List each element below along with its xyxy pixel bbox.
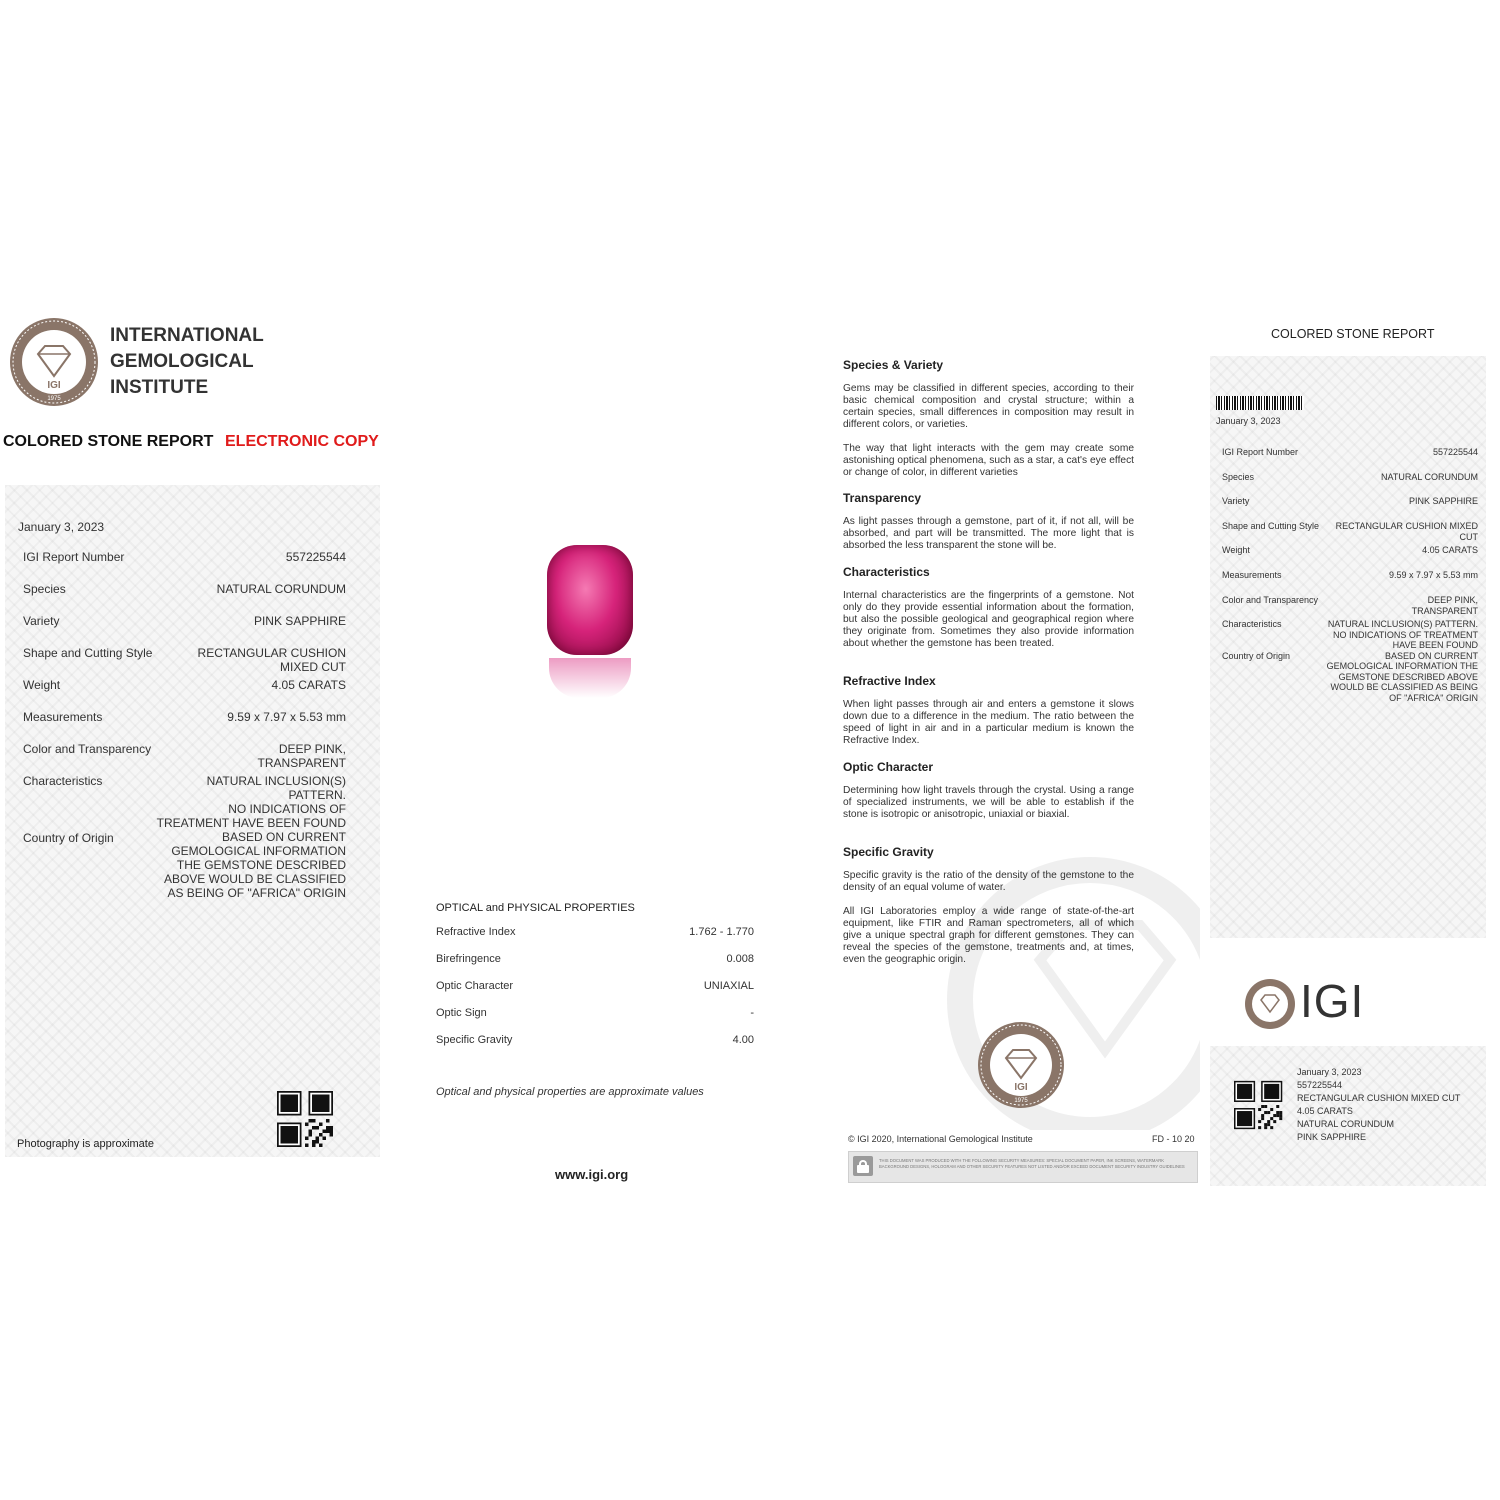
right-field-value: NATURAL INCLUSION(S) PATTERN. NO INDICATIONS OF TREATMENT HAVE BEEN FOUND BASED ON CURRENT GEMOLOGICAL INFORMATION THE GEMSTONE DESCRIBED ABOVE WOULD BE CLASSIFIED AS BEING OF "AFRICA" ORIGIN — [1326, 619, 1478, 703]
stub-line: January 3, 2023 — [1297, 1067, 1362, 1077]
right-field-label: Color and Transparency — [1222, 595, 1319, 605]
qr-code[interactable] — [277, 1091, 335, 1147]
report-field-label: Species — [23, 582, 66, 596]
igi-logo — [1244, 975, 1384, 1032]
optical-note: Optical and physical properties are approximate values — [436, 1086, 704, 1098]
website-link[interactable]: www.igi.org — [555, 1167, 629, 1182]
report-field-label: Variety — [23, 614, 60, 628]
info-section-paragraph: Internal characteristics are the fingerprints of a gemstone. Not only do they provide essential information about the formation, but also the possible geological and geographical region where they originate from. Sometimes they also provide information about whether the gemstone has been treated. — [843, 590, 1134, 649]
info-seal-logo — [976, 1020, 1066, 1110]
optical-property-label: Optic Sign — [436, 1007, 487, 1019]
info-section-paragraph: The way that light interacts with the gem may create some astonishing optical phenomena, such as a star, a cat's eye effect or change of color, in different varieties — [843, 443, 1134, 478]
report-details-panel — [5, 485, 380, 1157]
security-note: THIS DOCUMENT WAS PRODUCED WITH THE FOLLOWING SECURITY MEASURES: SPECIAL DOCUMENT PAPER, INK SCREENS, WATERMARK BACKGROUND DESIGNS, HOLOGRAM AND OTHER SECURITY FEATURES NOT LISTED AND/OR EXCEED DOCUMENT SECURITY INDUSTRY GUIDELINES — [879, 1158, 1185, 1169]
info-section-paragraph: Specific gravity is the ratio of the density of the gemstone to the density of an equal volume of water. — [843, 870, 1134, 893]
report-field-value: RECTANGULAR CUSHION MIXED CUT — [197, 646, 346, 674]
info-section-heading: Characteristics — [843, 565, 930, 579]
copyright-text: © IGI 2020, International Gemological Institute — [848, 1134, 1033, 1144]
info-section-heading: Optic Character — [843, 760, 934, 774]
svg-text:IGI: IGI — [47, 380, 61, 391]
optical-property-label: Refractive Index — [436, 926, 516, 938]
report-field-label: Shape and Cutting Style — [23, 646, 153, 660]
right-field-label: Country of Origin — [1222, 651, 1291, 661]
report-date: January 3, 2023 — [18, 520, 105, 534]
barcode — [1216, 396, 1304, 410]
optical-property-value: UNIAXIAL — [703, 980, 754, 992]
optical-property-value: 0.008 — [726, 953, 754, 965]
stub-line: NATURAL CORUNDUM — [1297, 1119, 1395, 1129]
institute-name-line-2: GEMOLOGICAL — [110, 351, 254, 372]
svg-text:1975: 1975 — [1014, 1098, 1028, 1104]
photo-note: Photography is approximate — [17, 1138, 154, 1150]
stub-qr-code[interactable] — [1234, 1080, 1284, 1130]
right-field-label: Shape and Cutting Style — [1222, 521, 1320, 531]
report-field-value: NATURAL INCLUSION(S) PATTERN. NO INDICATIONS OF TREATMENT HAVE BEEN FOUND BASED ON CURRENT GEMOLOGICAL INFORMATION THE GEMSTONE DESCRIBED ABOVE WOULD BE CLASSIFIED AS BEING OF "AFRICA" ORIGIN — [156, 774, 346, 900]
form-code: FD - 10 20 — [1152, 1134, 1195, 1144]
optical-property-value: - — [750, 1007, 754, 1019]
info-section-paragraph: When light passes through air and enters a gemstone it slows down due to a difference in the medium. The ratio between the speed of light in air and in a particular medium is known the Refractive Index. — [843, 699, 1134, 746]
right-field-label: Species — [1222, 472, 1255, 482]
info-section-paragraph: As light passes through a gemstone, part of it, if not all, will be absorbed, and part will be transmitted. The more light that is absorbed the less transparent the stone will be. — [843, 516, 1134, 551]
institute-name-line-1: INTERNATIONAL — [110, 325, 264, 346]
info-section-heading: Species & Variety — [843, 358, 944, 372]
right-field-value: 557225544 — [1432, 447, 1478, 457]
info-section-paragraph: Determining how light travels through the crystal. Using a range of specialized instruments, we will be able to establish if the stone is isotropic or anisotropic, uniaxial or biaxial. — [843, 785, 1134, 820]
info-section-heading: Specific Gravity — [843, 845, 934, 859]
report-field-label: Characteristics — [23, 774, 103, 788]
optical-property-value: 1.762 - 1.770 — [689, 926, 754, 938]
igi-logo-seal — [1244, 978, 1296, 1030]
info-section-heading: Transparency — [843, 491, 922, 505]
optical-property-label: Optic Character — [436, 980, 514, 992]
right-field-value: PINK SAPPHIRE — [1408, 496, 1478, 506]
stub-line: 4.05 CARATS — [1297, 1106, 1353, 1116]
report-field-label: Weight — [23, 678, 61, 692]
report-field-value: DEEP PINK, TRANSPARENT — [257, 742, 346, 770]
report-field-value: NATURAL CORUNDUM — [216, 582, 346, 596]
svg-text:IGI: IGI — [1014, 1082, 1028, 1093]
security-strip — [848, 1151, 1198, 1183]
right-report-card — [1210, 356, 1486, 938]
optical-property-label: Specific Gravity — [436, 1034, 513, 1046]
institute-name-line-3: INSTITUTE — [110, 377, 209, 398]
right-field-label: Measurements — [1222, 570, 1282, 580]
report-field-value: 557225544 — [285, 550, 346, 564]
right-field-value: NATURAL CORUNDUM — [1380, 472, 1478, 482]
stub-line: RECTANGULAR CUSHION MIXED CUT — [1297, 1093, 1461, 1103]
right-field-label: IGI Report Number — [1222, 447, 1299, 457]
qr-code-graphic — [277, 1091, 335, 1147]
right-field-value: RECTANGULAR CUSHION MIXED CUT — [1335, 521, 1478, 542]
lock-icon — [853, 1156, 873, 1176]
electronic-copy-label: ELECTRONIC COPY — [225, 433, 379, 450]
right-field-value: 4.05 CARATS — [1422, 545, 1478, 555]
institute-name — [110, 323, 264, 401]
right-field-value: 9.59 x 7.97 x 5.53 mm — [1388, 570, 1478, 580]
report-field-label: Measurements — [23, 710, 103, 724]
right-report-date: January 3, 2023 — [1216, 416, 1281, 426]
right-field-label: Variety — [1222, 496, 1250, 506]
info-section-paragraph: All IGI Laboratories employ a wide range of state-of-the-art equipment, like FTIR and Raman spectrometers, all of which give a unique spectral graph for different gemstones. They can reveal the species of the gemstone, treatments and, at times, even the geographic origin. — [843, 906, 1134, 965]
report-field-label: IGI Report Number — [23, 550, 125, 564]
info-section-paragraph: Gems may be classified in different species, according to their basic chemical composition and crystal structure; within a certain species, small differences in composition may result in different colors, or varieties. — [843, 383, 1134, 430]
svg-text:1975: 1975 — [47, 396, 61, 402]
stub-line: PINK SAPPHIRE — [1297, 1132, 1367, 1142]
gemstone-reflection — [549, 658, 631, 698]
right-field-value: DEEP PINK, TRANSPARENT — [1411, 595, 1478, 616]
gemstone-photo — [540, 540, 640, 710]
optical-properties-heading: OPTICAL and PHYSICAL PROPERTIES — [436, 902, 635, 914]
igi-logo-text: IGI — [1300, 975, 1365, 1027]
right-report-title: COLORED STONE REPORT — [1271, 327, 1435, 341]
optical-property-label: Birefringence — [436, 953, 501, 965]
gemstone-image — [547, 545, 633, 655]
right-field-label: Characteristics — [1222, 619, 1282, 629]
report-field-label: Country of Origin — [23, 831, 114, 845]
stub-line: 557225544 — [1297, 1080, 1343, 1090]
report-field-value: 4.05 CARATS — [271, 678, 346, 692]
right-field-label: Weight — [1222, 545, 1250, 555]
info-section-heading: Refractive Index — [843, 674, 936, 688]
report-field-value: 9.59 x 7.97 x 5.53 mm — [227, 710, 346, 724]
report-title: COLORED STONE REPORT — [3, 433, 214, 450]
report-field-label: Color and Transparency — [23, 742, 152, 756]
optical-property-value: 4.00 — [732, 1034, 754, 1046]
igi-seal-logo — [8, 316, 100, 408]
stub-qr-graphic — [1234, 1080, 1284, 1130]
report-field-value: PINK SAPPHIRE — [253, 614, 346, 628]
